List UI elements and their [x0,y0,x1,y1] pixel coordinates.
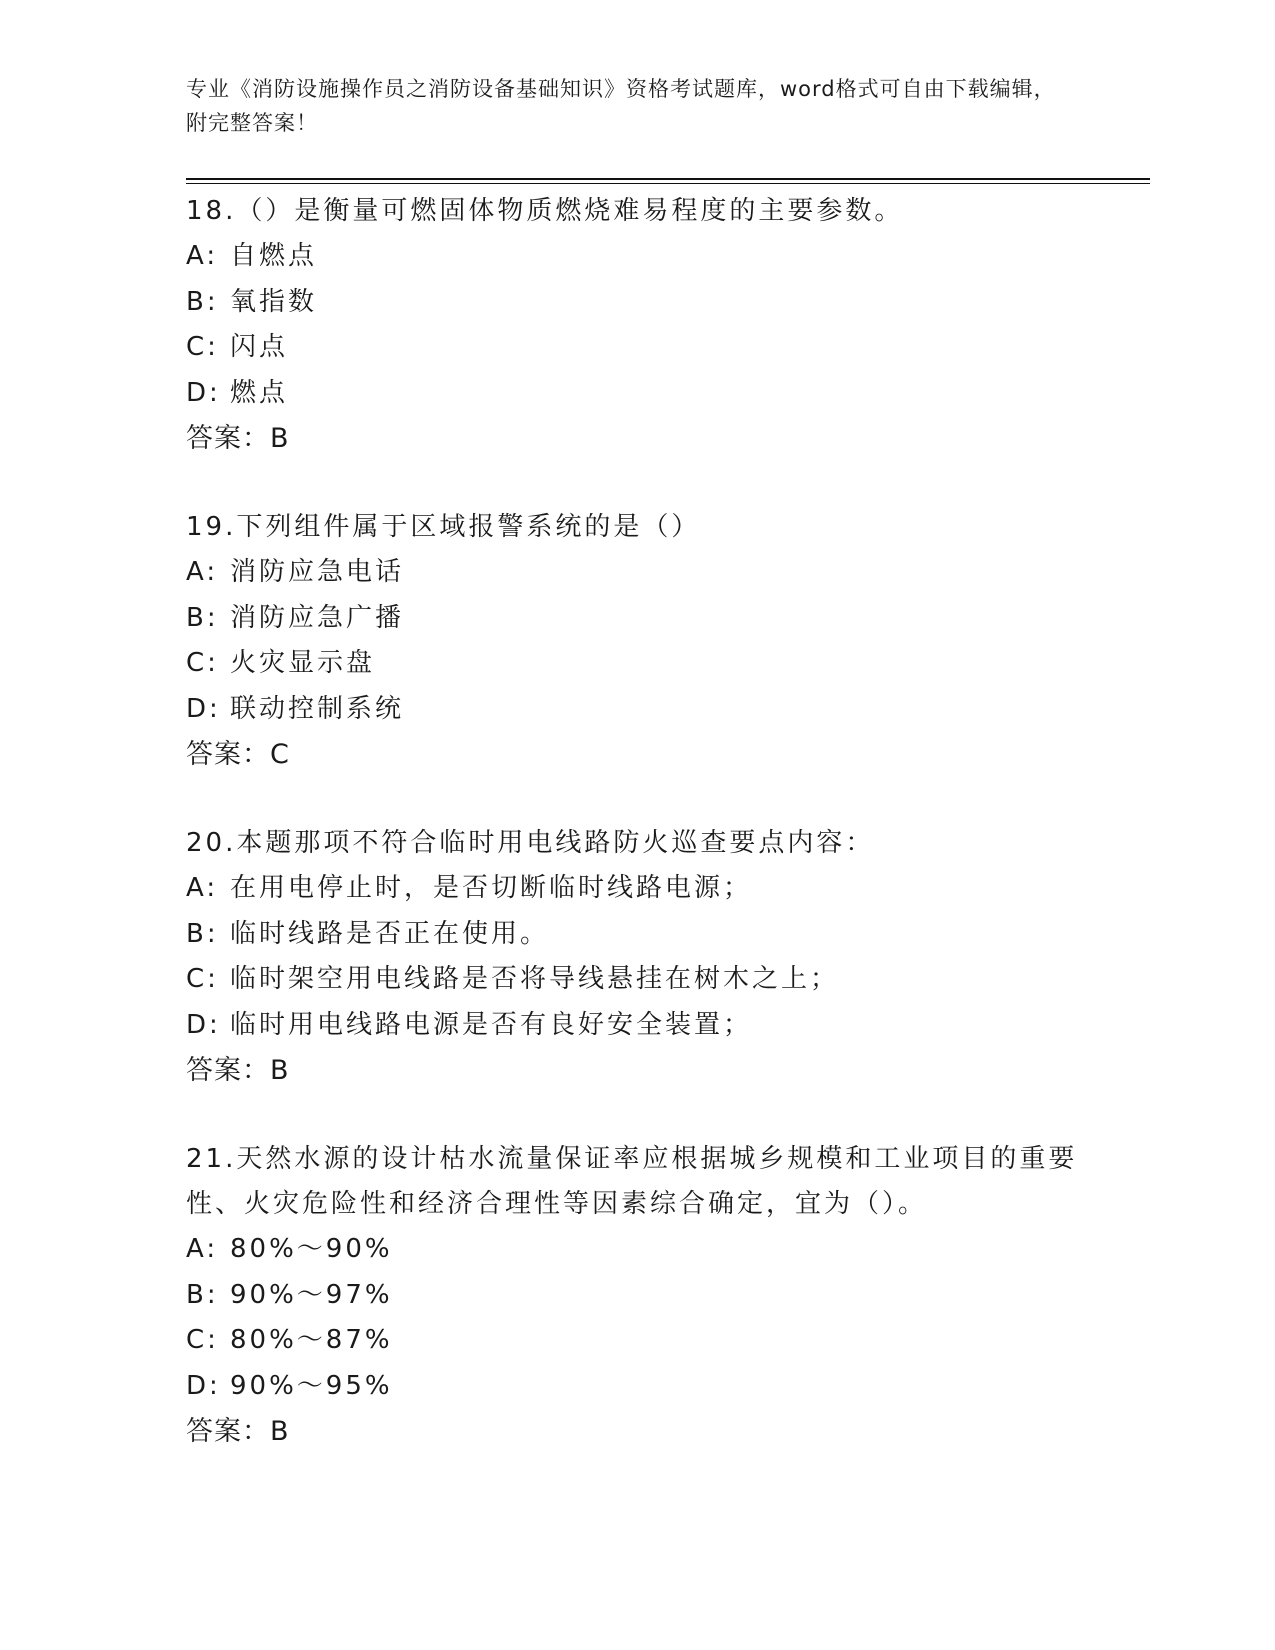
question-21 [186,1137,1086,1454]
option-d [186,1003,1086,1049]
question-20 [186,821,1086,1093]
option-key: D: [186,1370,221,1401]
option-text: 临时用电线路电源是否有良好安全装置； [230,1009,753,1040]
option-text: 氧指数 [230,286,318,317]
option-b [186,280,1086,326]
option-d [186,1364,1086,1410]
option-key: B: [186,602,219,633]
option-text: 消防应急电话 [230,557,405,587]
option-d [186,687,1086,733]
option-text: 90%～95% [230,1370,393,1401]
option-key: C: [186,1325,219,1355]
option-text: 闪点 [230,332,289,362]
option-key: B: [186,286,219,317]
option-key: A: [186,1234,219,1264]
option-key: C: [186,648,219,678]
option-text: 90%～97% [230,1279,393,1310]
option-a [186,234,1086,280]
option-text: 燃点 [230,377,289,408]
question-stem: 20.本题那项不符合临时用电线路防火巡查要点内容： [186,828,875,858]
question-stem: 19.下列组件属于区域报警系统的是（） [186,512,701,542]
option-key: A: [186,241,219,271]
option-c [186,1318,1086,1364]
option-text: 在用电停止时，是否切断临时线路电源； [230,873,753,903]
document-intro: 专业《消防设施操作员之消防设备基础知识》资格考试题库，word格式可自由下载编辑，附完整答案！ [186,77,1056,135]
option-key: C: [186,964,219,994]
option-text: 火灾显示盘 [230,648,376,678]
option-key: A: [186,873,219,903]
question-18 [186,189,1086,461]
option-text: 自燃点 [230,241,318,271]
option-d [186,371,1086,417]
option-text: 临时架空用电线路是否将导线悬挂在树木之上； [230,964,840,994]
option-key: D: [186,377,221,408]
question-stem: 18.（）是衡量可燃固体物质燃烧难易程度的主要参数。 [186,196,904,226]
option-c [186,325,1086,371]
option-text: 80%～87% [230,1325,393,1355]
option-key: C: [186,332,219,362]
option-text: 80%～90% [230,1234,393,1264]
option-key: D: [186,693,221,724]
answer-line: 答案：C [186,739,290,770]
option-c [186,957,1086,1003]
option-key: B: [186,1279,219,1310]
question-list [186,189,1086,1498]
header-divider-thin [186,183,1150,184]
question-stem: 21.天然水源的设计枯水流量保证率应根据城乡规模和工业项目的重要性、火灾危险性和经济合理性等因素综合确定，宜为（）。 [186,1144,1078,1219]
option-text: 消防应急广播 [230,602,405,633]
option-a [186,1227,1086,1273]
option-b [186,912,1086,958]
option-text: 联动控制系统 [230,693,405,724]
option-a [186,866,1086,912]
answer-line: 答案：B [186,1055,290,1086]
header-divider-thick [186,178,1150,180]
option-text: 临时线路是否正在使用。 [230,918,550,949]
option-key: D: [186,1009,221,1040]
option-key: A: [186,557,219,587]
option-a [186,550,1086,596]
option-key: B: [186,918,219,949]
question-19 [186,505,1086,777]
option-b [186,596,1086,642]
option-b [186,1273,1086,1319]
answer-line: 答案：B [186,1416,290,1447]
answer-line: 答案：B [186,423,290,454]
option-c [186,641,1086,687]
